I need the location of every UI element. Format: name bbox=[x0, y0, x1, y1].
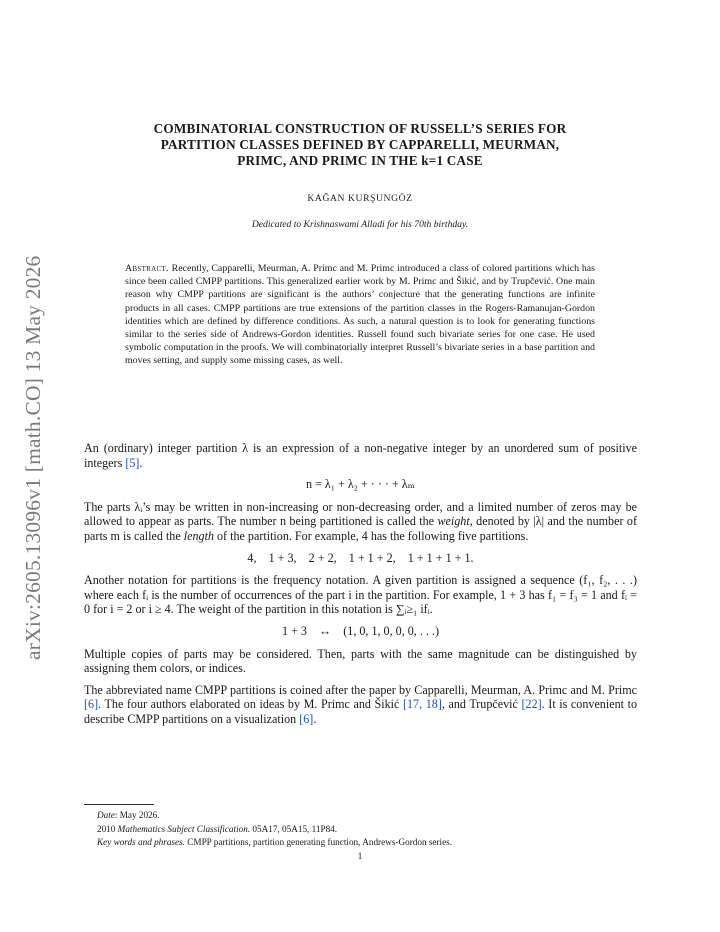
abstract-text: Recently, Capparelli, Meurman, A. Primc and M. Primc introduced a class of colored partitions which has since been called CMPP partitions. This generalized earlier work by M. Primc and Šikić, and by Trupčević. One main reason why CMPP partitions are significant is the authors’ conjecture that the generating functions are infinite products in all cases. CMPP partitions are true extensions of the partition classes in the Rogers-Ramanujan-Gordon identities which are defined by difference conditions. As such, a natural question is to look for generating functions similar to the series side of Andrews-Gordon identities. Russell found such bivariate series for one case. He used symbolic computation in the proofs. We will combinatorially interpret Russell’s bivariate series in a base partition and moves setting, and supply some missing cases, as well. bbox=[125, 263, 595, 367]
citation-link[interactable]: [5] bbox=[125, 455, 140, 470]
text-run: , denoted by |λ| and the number of parts m is called the bbox=[84, 514, 637, 543]
footnotes bbox=[97, 809, 637, 850]
text-run: . bbox=[139, 455, 143, 470]
title-line: COMBINATORIAL CONSTRUCTION OF RUSSELL’S SERIES FOR bbox=[153, 121, 567, 136]
text-run: An (ordinary) integer partition λ is an expression of a non-negative integer by an unordered sum of positive integers bbox=[84, 441, 637, 470]
footnote-label: Date bbox=[97, 810, 115, 820]
footnote-prefix: 2010 bbox=[97, 823, 118, 834]
dedication: Dedicated to Krishnaswami Alladi for his 70th birthday. bbox=[251, 219, 469, 230]
footnote-date bbox=[97, 809, 637, 823]
text-run: , and Trupčević bbox=[441, 697, 522, 712]
equation: 4, 1 + 3, 2 + 2, 1 + 1 + 2, 1 + 1 + 1 + 1. bbox=[247, 550, 474, 565]
footnote-msc bbox=[97, 823, 637, 837]
term-length: length bbox=[183, 528, 214, 543]
footnote-value: 05A17, 05A15, 11P84. bbox=[250, 823, 338, 834]
citation-link[interactable]: [6] bbox=[299, 711, 314, 726]
text-run: of the partition. For example, 4 has the following five partitions. bbox=[213, 528, 529, 543]
paragraph bbox=[84, 441, 637, 470]
abstract bbox=[125, 262, 595, 368]
footnote-label: Mathematics Subject Classification. bbox=[117, 823, 251, 834]
footnote-value: : May 2026. bbox=[114, 810, 160, 820]
footnote-value: CMPP partitions, partition generating function, Andrews-Gordon series. bbox=[184, 837, 453, 848]
title-line: PRIMC, AND PRIMC IN THE k=1 CASE bbox=[237, 152, 483, 168]
author-name: KAĞAN KURŞUNGÖZ bbox=[307, 193, 413, 204]
text-run: The abbreviated name CMPP partitions is coined after the paper by Capparelli, Meurman, A. Primc and M. Primc bbox=[84, 682, 637, 697]
paragraph: Multiple copies of parts may be considered. Then, parts with the same magnitude can be distinguished by assigning them colors, or indices. bbox=[84, 646, 637, 676]
text-run: The parts λᵢ’s may be written in non-increasing or non-decreasing order, and a limited number of zeros may be allowed to appear as parts. The number n being partitioned is called the bbox=[84, 499, 637, 529]
body-text bbox=[84, 441, 637, 734]
footnote-keywords bbox=[97, 836, 637, 850]
abstract-label: Abstract. bbox=[125, 263, 169, 274]
text-run: . The four authors elaborated on ideas by M. Primc and Šikić bbox=[98, 697, 403, 712]
paragraph: Another notation for partitions is the frequency notation. A given partition is assigned a sequence (f₁, f₂, . . .) where each fᵢ is the number of occurrences of the part i in the partition. For example, 1 + 3 has f₁ = f₃ = 1 and fᵢ = 0 for i = 2 or i ≥ 4. The weight of the partition in this notation is ∑ᵢ≥₁ ifᵢ. bbox=[84, 573, 637, 617]
term-weight: weight bbox=[437, 514, 470, 529]
citation-link[interactable]: [17, 18] bbox=[402, 697, 442, 712]
citation-link[interactable]: [22] bbox=[521, 697, 542, 712]
text-run: . It is convenient to describe CMPP partitions on a visualization bbox=[84, 697, 637, 726]
arxiv-stamp: arXiv:2605.13096v1 [math.CO] 13 May 2026 bbox=[21, 255, 45, 660]
footnote-rule bbox=[84, 804, 154, 805]
page-number: 1 bbox=[357, 852, 363, 862]
citation-link[interactable]: [6] bbox=[84, 697, 99, 712]
title-line: PARTITION CLASSES DEFINED BY CAPPARELLI, MEURMAN, bbox=[160, 136, 560, 152]
paper-title bbox=[100, 121, 620, 168]
footnote-label: Key words and phrases. bbox=[97, 837, 185, 848]
equation: 1 + 3 ↔ (1, 0, 1, 0, 0, 0, . . .) bbox=[282, 623, 439, 638]
paragraph bbox=[84, 683, 637, 727]
text-run: . bbox=[313, 711, 317, 726]
equation: n = λ₁ + λ₂ + · · · + λₘ bbox=[305, 477, 416, 492]
paragraph bbox=[84, 500, 637, 544]
